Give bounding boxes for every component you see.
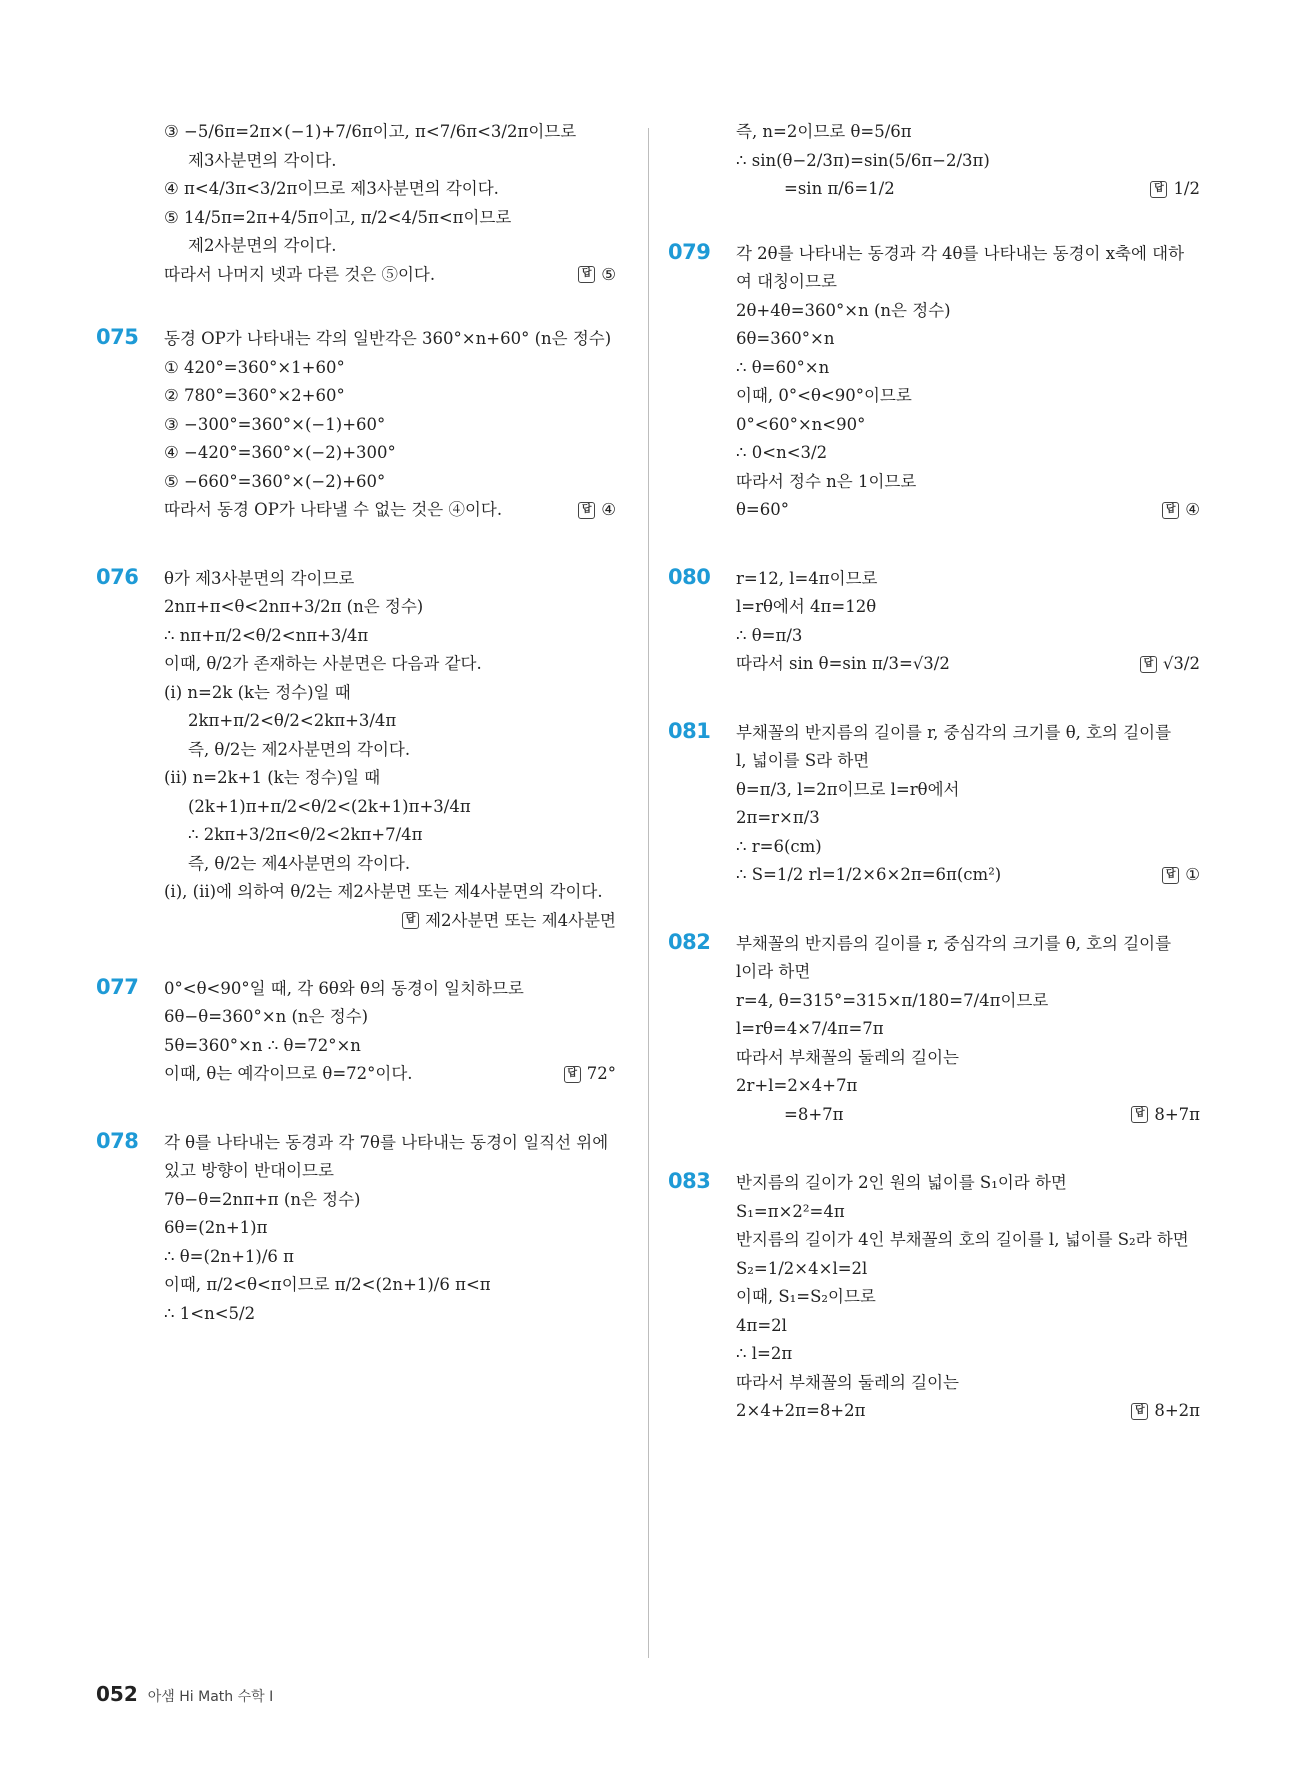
answer-value: √3/2 [1162, 654, 1200, 674]
solution-line: 5θ=360°×n ∴ θ=72°×n [164, 1035, 361, 1055]
solution-line: 따라서 동경 OP가 나타낼 수 없는 것은 ④이다. [164, 500, 503, 519]
answer-badge-icon: 답 [578, 502, 595, 519]
solution-line: 이때, S₁=S₂이므로 [736, 1287, 876, 1306]
solution-line: 이때, π/2<θ<π이므로 π/2<(2n+1)/6 π<π [164, 1275, 491, 1294]
solution-line: l=rθ에서 4π=12θ [736, 597, 877, 616]
solution-line: 각 2θ를 나타내는 동경과 각 4θ를 나타내는 동경이 x축에 대하 [736, 243, 1185, 263]
solution-line: (i), (ii)에 의하여 θ/2는 제2사분면 또는 제4사분면의 각이다. [164, 882, 603, 901]
problem-number: 079 [668, 239, 711, 264]
solution-line: 따라서 sin θ=sin π/3=√3/2 [736, 654, 950, 673]
solution-line: 있고 방향이 반대이므로 [164, 1161, 334, 1180]
answer-badge-icon: 답 [1162, 867, 1179, 884]
solution-line: ∴ l=2π [736, 1344, 793, 1363]
solution-line: ∴ 2kπ+3/2π<θ/2<2kπ+7/4π [188, 825, 423, 844]
answer-row [736, 1397, 1200, 1426]
answer-value: ① [1185, 865, 1200, 885]
solution-line: ④ π<4/3π<3/2π이므로 제3사분면의 각이다. [164, 179, 499, 198]
answer-row [164, 496, 616, 525]
solution-line: S₂=1/2×4×l=2l [736, 1258, 868, 1278]
solution-line: 반지름의 길이가 4인 부채꼴의 호의 길이를 l, 넓이를 S₂라 하면 [736, 1230, 1189, 1249]
answer [1162, 496, 1200, 524]
answer [1140, 650, 1200, 678]
solution-line: 0°<θ<90°일 때, 각 6θ와 θ의 동경이 일치하므로 [164, 978, 524, 998]
solution-line: ∴ S=1/2 rl=1/2×6×2π=6π(cm²) [736, 865, 1002, 884]
problem-number: 081 [668, 718, 711, 743]
solution-line: 제3사분면의 각이다. [188, 150, 337, 170]
answer-badge-icon: 답 [1150, 181, 1167, 198]
solution-line: 따라서 부채꼴의 둘레의 길이는 [736, 1047, 959, 1067]
solution-line: 6θ=360°×n [736, 329, 835, 348]
answer [1162, 861, 1200, 889]
answer [1131, 1397, 1200, 1425]
problem-081 [668, 719, 1200, 890]
solution-line: 2nπ+π<θ<2nπ+3/2π (n은 정수) [164, 597, 424, 616]
solution-line: ④ −420°=360°×(−2)+300° [164, 443, 396, 462]
solution-line: r=4, θ=315°=315×π/180=7/4π이므로 [736, 990, 1049, 1010]
solution-line: 즉, θ/2는 제4사분면의 각이다. [188, 853, 411, 873]
problem-079 [668, 240, 1200, 525]
answer-badge-icon: 답 [1140, 656, 1157, 673]
solution-line: l=rθ=4×7/4π=7π [736, 1019, 884, 1038]
problem-number: 078 [96, 1128, 139, 1153]
solution-line: 즉, θ/2는 제2사분면의 각이다. [188, 739, 411, 759]
left-column [96, 118, 616, 1368]
answer-value: ④ [1185, 500, 1200, 520]
answer [578, 496, 616, 524]
answer-value: 72° [586, 1064, 616, 1084]
solution-line: 2θ+4θ=360°×n (n은 정수) [736, 300, 951, 320]
solution-line: ③ −300°=360°×(−1)+60° [164, 414, 386, 434]
solution-line: ② 780°=360°×2+60° [164, 386, 345, 405]
solution-line: 즉, n=2이므로 θ=5/6π [736, 122, 912, 141]
solution-line: 여 대칭이므로 [736, 272, 837, 291]
solution-line: 따라서 부채꼴의 둘레의 길이는 [736, 1372, 959, 1392]
problem-083 [668, 1169, 1200, 1426]
problem-number: 080 [668, 564, 711, 589]
solution-line: 부채꼴의 반지름의 길이를 r, 중심각의 크기를 θ, 호의 길이를 [736, 722, 1172, 742]
answer-value: 제2사분면 또는 제4사분면 [425, 910, 616, 930]
answer-badge-icon: 답 [578, 266, 595, 283]
solution-line: =sin π/6=1/2 [784, 179, 895, 198]
answer [564, 1060, 616, 1088]
answer [1150, 175, 1200, 203]
problem-number: 077 [96, 974, 139, 999]
solution-line: ∴ nπ+π/2<θ/2<nπ+3/4π [164, 625, 369, 645]
solution-line: =8+7π [784, 1104, 844, 1124]
answer-row [736, 496, 1200, 525]
solution-line: 4π=2l [736, 1315, 787, 1335]
problem-080 [668, 565, 1200, 679]
problem-078 [96, 1129, 616, 1329]
solution-line: 따라서 정수 n은 1이므로 [736, 471, 917, 491]
solution-line: θ=60° [736, 500, 790, 519]
answer-value: 8+7π [1154, 1104, 1200, 1124]
solution-line: 7θ−θ=2nπ+π (n은 정수) [164, 1189, 361, 1209]
problem-074-continued [96, 118, 616, 289]
solution-line: 동경 OP가 나타내는 각의 일반각은 360°×n+60° (n은 정수) [164, 329, 612, 348]
solution-line: ∴ 0<n<3/2 [736, 443, 828, 462]
answer-badge-icon: 답 [1131, 1403, 1148, 1420]
solution-line: 2×4+2π=8+2π [736, 1401, 866, 1420]
solution-line: ③ −5/6π=2π×(−1)+7/6π이고, π<7/6π<3/2π이므로 [164, 122, 577, 141]
answer-value: ④ [601, 500, 616, 520]
solution-line: ∴ sin(θ−2/3π)=sin(5/6π−2/3π) [736, 150, 990, 170]
solution-line: l, 넓이를 S라 하면 [736, 751, 870, 770]
solution-line: ⑤ 14/5π=2π+4/5π이고, π/2<4/5π<π이므로 [164, 207, 512, 227]
page-footer [96, 1682, 273, 1706]
solution-line: ① 420°=360°×1+60° [164, 357, 345, 377]
problem-075 [96, 325, 616, 525]
answer [578, 261, 616, 289]
book-title: 아샘 Hi Math 수학 I [147, 1689, 274, 1705]
solution-line: (2k+1)π+π/2<θ/2<(2k+1)π+3/4π [188, 796, 471, 816]
solution-line: ∴ θ=(2n+1)/6 π [164, 1246, 294, 1266]
solution-line: 6θ=(2n+1)π [164, 1218, 268, 1237]
solution-line: 2r+l=2×4+7π [736, 1076, 858, 1095]
problem-077 [96, 975, 616, 1089]
answer-value: ⑤ [601, 264, 616, 284]
solution-line: 2kπ+π/2<θ/2<2kπ+3/4π [188, 711, 397, 730]
solution-line: (i) n=2k (k는 정수)일 때 [164, 682, 351, 702]
solution-line: 6θ−θ=360°×n (n은 정수) [164, 1007, 369, 1026]
problem-number: 082 [668, 929, 711, 954]
solution-line: 이때, θ는 예각이므로 θ=72°이다. [164, 1064, 413, 1083]
answer-row [164, 261, 616, 290]
answer [1131, 1101, 1200, 1129]
answer-row [736, 1101, 1200, 1130]
solution-line: 이때, 0°<θ<90°이므로 [736, 386, 912, 405]
solution-line: θ가 제3사분면의 각이므로 [164, 568, 355, 588]
answer-badge-icon: 답 [402, 912, 419, 929]
solution-line: ∴ θ=60°×n [736, 357, 830, 377]
answer-badge-icon: 답 [1162, 502, 1179, 519]
answer-row [736, 861, 1200, 890]
solution-line: ∴ θ=π/3 [736, 625, 803, 645]
solution-line: 제2사분면의 각이다. [188, 236, 337, 255]
answer-badge-icon: 답 [564, 1066, 581, 1083]
solution-line: 2π=r×π/3 [736, 808, 820, 827]
solution-line: ∴ r=6(cm) [736, 836, 822, 856]
answer-row [736, 175, 1200, 204]
right-column [668, 118, 1200, 1466]
solution-line: 따라서 나머지 넷과 다른 것은 ⑤이다. [164, 264, 436, 284]
solution-line: S₁=π×2²=4π [736, 1201, 845, 1221]
answer-value: 8+2π [1154, 1401, 1200, 1421]
problem-number: 075 [96, 325, 139, 349]
page-number: 052 [96, 1682, 138, 1706]
solution-line: 부채꼴의 반지름의 길이를 r, 중심각의 크기를 θ, 호의 길이를 [736, 933, 1172, 953]
solution-line: 반지름의 길이가 2인 원의 넓이를 S₁이라 하면 [736, 1173, 1067, 1192]
solution-line: ∴ 1<n<5/2 [164, 1303, 256, 1323]
solution-line: θ=π/3, l=2π이므로 l=rθ에서 [736, 779, 960, 799]
solution-line: 각 θ를 나타내는 동경과 각 7θ를 나타내는 동경이 일직선 위에 [164, 1132, 609, 1152]
answer-badge-icon: 답 [1131, 1106, 1148, 1123]
answer [164, 907, 616, 935]
answer-row [736, 650, 1200, 679]
solution-line: ⑤ −660°=360°×(−2)+60° [164, 471, 386, 491]
problem-078-continued [668, 118, 1200, 204]
answer-value: 1/2 [1173, 179, 1200, 199]
solution-line: 이때, θ/2가 존재하는 사분면은 다음과 같다. [164, 654, 482, 673]
solution-line: 0°<60°×n<90° [736, 414, 866, 434]
column-divider [648, 128, 649, 1658]
problem-number: 083 [668, 1169, 711, 1193]
problem-082 [668, 930, 1200, 1130]
answer-row [164, 1060, 616, 1089]
problem-076 [96, 565, 616, 935]
solution-line: r=12, l=4π이므로 [736, 568, 878, 588]
solution-line: (ii) n=2k+1 (k는 정수)일 때 [164, 768, 381, 787]
solution-line: l이라 하면 [736, 962, 811, 981]
problem-number: 076 [96, 564, 139, 589]
